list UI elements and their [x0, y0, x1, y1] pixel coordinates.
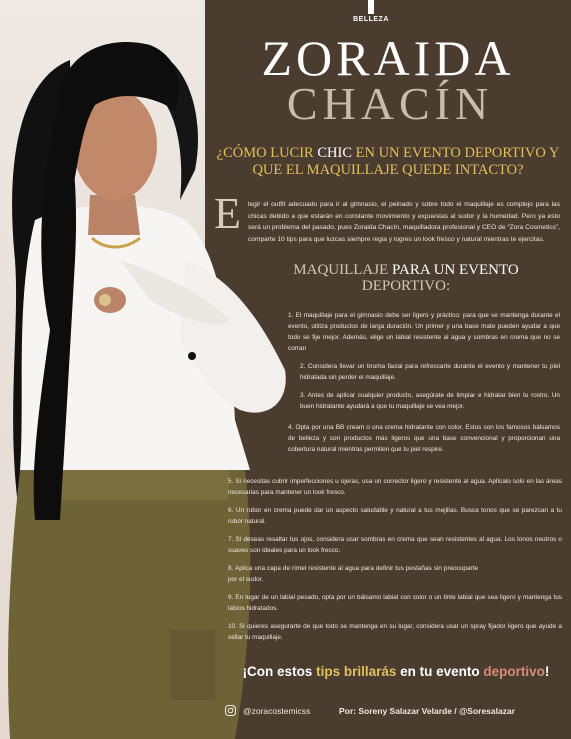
closing-tips: tips: [316, 664, 341, 679]
tip-5: 5. Si necesitas cubrir imperfecciones u ojeras, usa un corrector ligero y resistente al agua. Aplícalo solo en las áreas necesarias para mantener un look fresco.: [228, 478, 562, 496]
tip-10: 10. Si quieres asegurarte de que todo se mantenga en su lugar, considera usar un spray fijador ligero que ayude a sellar tu maquillaje.: [228, 623, 562, 641]
tip-7: 7. Si deseas resaltar tus ojos, considera usar sombras en crema que sean resistentes al agua. Los tonos neutros o suaves son ideales para un look fresco.: [228, 536, 562, 554]
closing-line: [228, 664, 564, 679]
closing-part1: ¡Con estos: [242, 664, 317, 679]
title-first-name: ZORAIDA: [261, 30, 515, 86]
tip-2: 2. Considera llevar un bruma facial para refrescarte durante el evento y mantener tu piel hidratada sin perder el maquillaje.: [300, 363, 560, 381]
subhead-part1: ¿CÓMO LUCIR: [216, 145, 318, 161]
instagram-handle: @zoracostemicss: [243, 706, 311, 716]
closing-brillaras: brillarás: [343, 664, 397, 679]
subheadline: [212, 145, 564, 179]
tip-3: 3. Antes de aplicar cualquier producto, asegúrate de limpiar e hidratar bien tu rostro. Un buen hidratante ayudará a que tu maquillaje se vea mejor.: [300, 392, 560, 410]
tip-9: 9. En lugar de un labial pesado, opta por un bálsamo labial con color o un tinte labial que sea ligero y mantenga tus labios hidratados.: [228, 594, 562, 612]
section-tag: [348, 0, 394, 23]
subhead-part2: EN UN EVENTO DEPORTIVO Y QUE EL MAQUILLAJE QUEDE INTACTO?: [252, 145, 560, 178]
tip-4: 4. Opta por una BB cream o una crema hidratante con color. Estos son los famosos bálsamos de belleza y son productos más ligeros que una base convencional y proporcionan una cobertura natural mientras permiten que tu piel respire.: [288, 424, 560, 453]
closing-part3: en tu evento: [396, 664, 484, 679]
section-heading-part2: DEPORTIVO:: [361, 278, 451, 294]
drop-cap: E: [214, 189, 241, 238]
tip-6: 6. Un rubor en crema puede dar un aspecto saludable y natural a tus mejillas. Busca tonos que se parezcan a tu rubor natural.: [228, 507, 562, 525]
closing-deportivo: deportivo: [483, 664, 545, 679]
footer: [225, 704, 570, 720]
title-last-name: CHACÍN: [286, 78, 494, 129]
author-credit: Por: Soreny Salazar Velarde / @Soresalazar: [339, 706, 516, 716]
section-bar: [368, 0, 374, 14]
tip-8: 8. Aplica una capa de rímel resistente al agua para definir tus pestañas sin preocuparte por el sudor.: [228, 565, 478, 583]
section-label: BELLEZA: [353, 16, 389, 23]
instagram-icon: [225, 705, 236, 716]
closing-part4: !: [544, 664, 550, 679]
section-heading-highlight: PARA UN EVENTO: [392, 262, 519, 278]
section-heading-part1: MAQUILLAJE: [293, 262, 393, 278]
intro-paragraph: legir el outfit adecuado para ir al gimnasio, el peinado y sobre todo el maquillaje es complejo para las chicas debido a que estarán en constante movimiento y expuestas al sudor y la humedad. Pero ya esto será un problema del pasado, pues Zoraida Chacín, maquilladora profesional y CEO de “Zora Cosmetics”, comparte 10 tips para que luzcas siempre regia y logres un look fresco y natural mientras te ejercitas.: [248, 201, 560, 243]
tip-1: 1. El maquillaje para el gimnasio debe ser ligero y práctico: para que se mantenga durante el evento, utiliza productos de larga duración. Un primer y una base mate pueden ayudar a que todo se fije mejor. Además, elige un labial resistente al agua y sombras en crema que no se corran: [288, 312, 560, 352]
subhead-highlight: CHIC: [317, 145, 352, 161]
section-heading: [270, 262, 542, 294]
